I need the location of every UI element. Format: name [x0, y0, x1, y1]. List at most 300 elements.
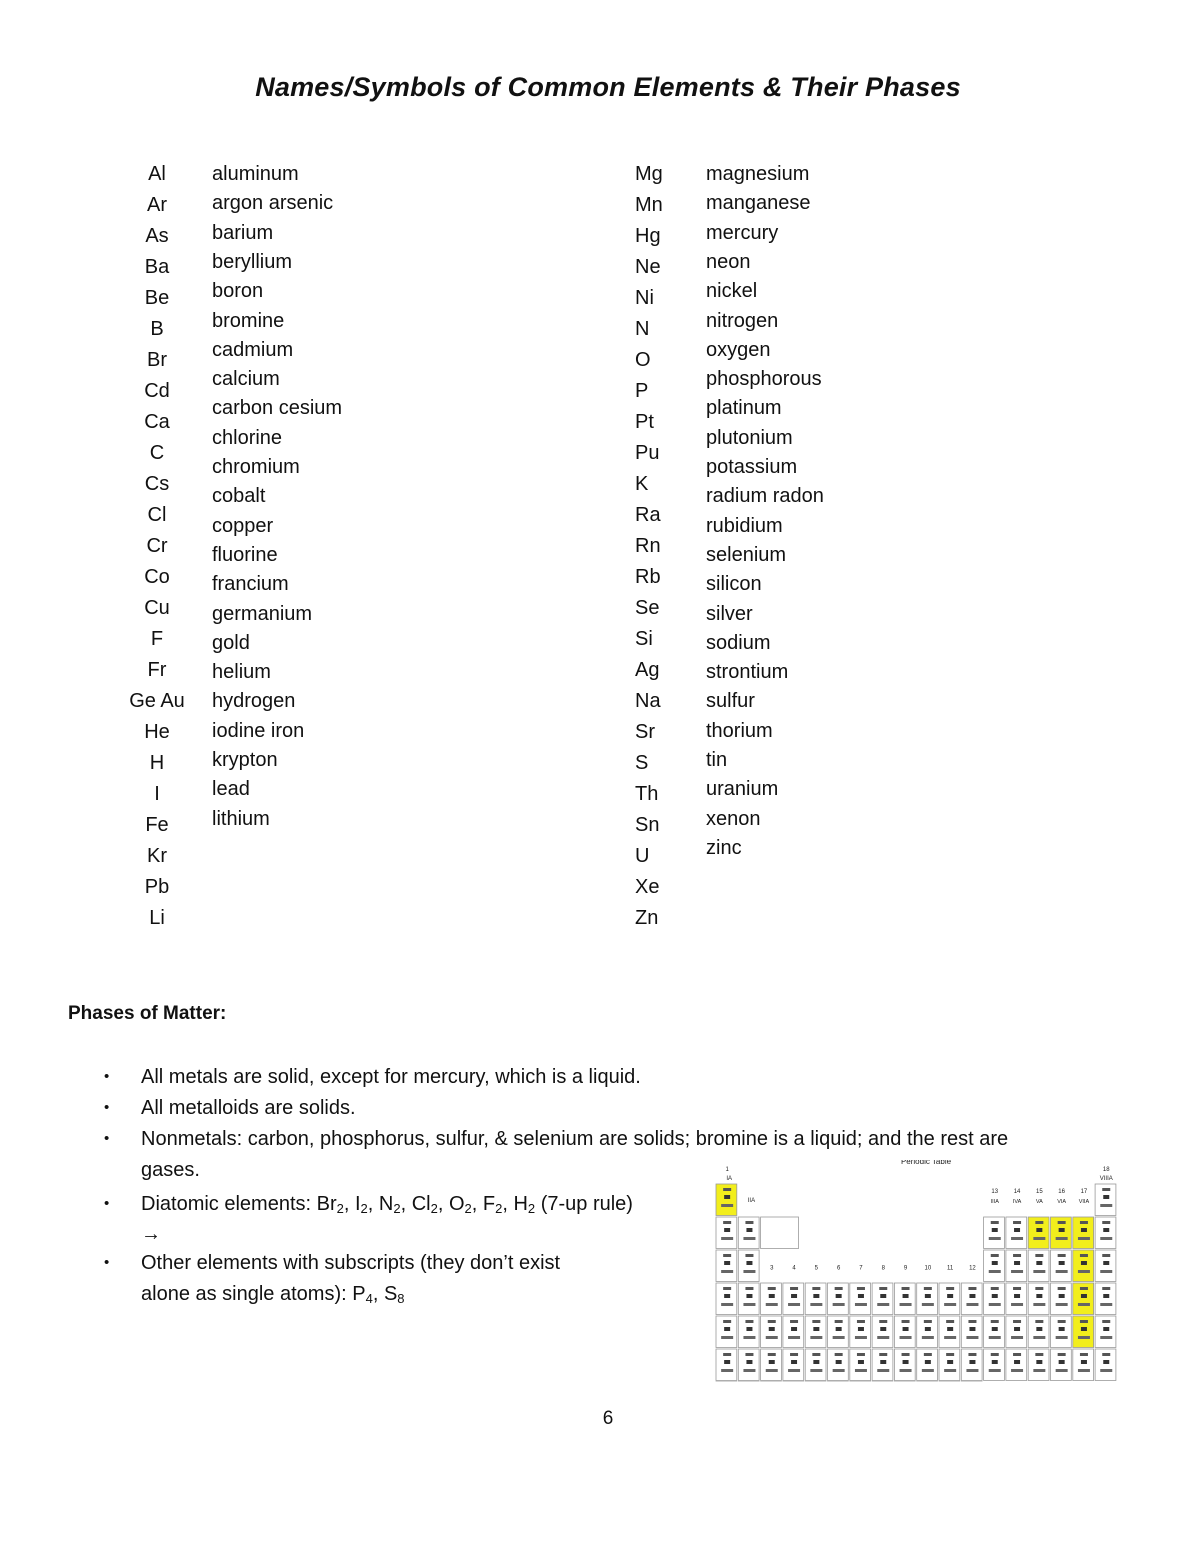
cell-number-mark [991, 1287, 999, 1290]
cell-number-mark [1058, 1353, 1066, 1356]
cell-number-mark [902, 1353, 910, 1356]
element-name: fluorine [212, 543, 278, 566]
element-symbol: Fr [147, 659, 167, 681]
cell-symbol-mark [1103, 1195, 1109, 1199]
cell-symbol-mark [724, 1195, 730, 1199]
cell-number-mark [991, 1254, 999, 1257]
element-name: argon arsenic [212, 192, 334, 215]
cell-symbol-mark [724, 1294, 730, 1298]
group-label: IA [726, 1176, 732, 1182]
cell-mass-mark [788, 1303, 800, 1306]
chemical-formula: $N_2$ [378, 1193, 401, 1216]
cell-symbol-mark [769, 1294, 775, 1298]
chemical-formula: $P_4$ [352, 1283, 373, 1306]
element-symbol: C [149, 442, 165, 464]
cell-number-mark [1102, 1320, 1110, 1323]
cell-mass-mark [743, 1303, 755, 1306]
element-name: oxygen [706, 338, 771, 361]
cell-symbol-mark [947, 1360, 953, 1364]
page-number: 6 [602, 1408, 614, 1429]
cell-mass-mark [810, 1336, 822, 1339]
element-symbol: B [150, 318, 164, 340]
cell-mass-mark [877, 1303, 889, 1306]
cell-symbol-mark [1036, 1261, 1042, 1265]
cell-symbol-mark [724, 1327, 730, 1331]
cell-number-mark [968, 1287, 976, 1290]
cell-mass-mark [1100, 1204, 1112, 1207]
element-symbol: Xe [635, 876, 660, 898]
cell-number-mark [790, 1353, 798, 1356]
cell-symbol-mark [1081, 1327, 1087, 1331]
element-name: sodium [706, 631, 771, 654]
chemical-formula: $H_2$ [513, 1193, 536, 1216]
cell-symbol-mark [858, 1360, 864, 1364]
periodic-table-graphic [712, 1160, 1140, 1382]
element-symbol: Ca [144, 411, 170, 433]
element-symbol: Pu [635, 442, 660, 464]
cell-mass-mark [1056, 1237, 1068, 1240]
element-name: strontium [706, 661, 789, 684]
cell-mass-mark [1078, 1336, 1090, 1339]
element-name: beryllium [212, 250, 293, 273]
element-symbol: Fe [145, 814, 169, 836]
element-symbol: Br [147, 349, 167, 371]
cell-mass-mark [721, 1336, 733, 1339]
element-symbol: O [635, 349, 651, 371]
cell-symbol-mark [858, 1327, 864, 1331]
element-symbol: Cs [144, 473, 170, 495]
cell-number-mark [723, 1287, 731, 1290]
cell-number-mark [812, 1353, 820, 1356]
element-name: lead [212, 778, 250, 801]
element-symbol: As [145, 225, 169, 247]
element-symbol: Kr [147, 845, 167, 867]
cell-mass-mark [766, 1336, 778, 1339]
element-symbol: F [150, 628, 164, 650]
bullet-other-subscripts-continued [141, 1279, 405, 1309]
cell-symbol-mark [969, 1360, 975, 1364]
element-name: krypton [212, 749, 278, 771]
cell-number-mark [1080, 1353, 1088, 1356]
cell-symbol-mark [813, 1327, 819, 1331]
cell-symbol-mark [746, 1228, 752, 1232]
element-name: magnesium [706, 163, 810, 185]
periodic-table-figure [712, 1160, 1140, 1382]
cell-mass-mark [1078, 1270, 1090, 1273]
group-label: 13 [991, 1189, 999, 1195]
element-symbol: S [635, 752, 649, 774]
cell-symbol-mark [858, 1294, 864, 1298]
cell-symbol-mark [992, 1228, 998, 1232]
cell-mass-mark [989, 1270, 1001, 1273]
element-name: iodine iron [212, 719, 305, 742]
cell-mass-mark [944, 1303, 956, 1306]
element-symbol: N [635, 318, 650, 340]
bullet-marker: • [104, 1068, 110, 1085]
cell-number-mark [991, 1221, 999, 1224]
cell-mass-mark [1033, 1237, 1045, 1240]
cell-number-mark [1080, 1221, 1088, 1224]
element-name: sulfur [706, 690, 755, 713]
cell-number-mark [1035, 1254, 1043, 1257]
element-symbol: I [154, 783, 160, 805]
cell-number-mark [723, 1254, 731, 1257]
cell-number-mark [1080, 1320, 1088, 1323]
group-label: IIA [747, 1198, 756, 1204]
cell-mass-mark [833, 1303, 845, 1306]
cell-mass-mark [922, 1336, 934, 1339]
cell-mass-mark [1011, 1303, 1023, 1306]
cell-mass-mark [721, 1369, 733, 1372]
element-name: chlorine [212, 426, 283, 449]
cell-number-mark [745, 1254, 753, 1257]
element-symbol: H [149, 752, 165, 774]
page-title: Names/Symbols of Common Elements & Their Phases [255, 72, 961, 102]
chemical-formula: $I_2$ [354, 1193, 368, 1216]
cell-mass-mark [1011, 1270, 1023, 1273]
cell-number-mark [745, 1287, 753, 1290]
cell-number-mark [968, 1320, 976, 1323]
cell-symbol-mark [880, 1294, 886, 1298]
cell-symbol-mark [903, 1327, 909, 1331]
bullet-marker: • [104, 1195, 110, 1212]
cell-symbol-mark [724, 1360, 730, 1364]
group-label: 9 [903, 1265, 908, 1272]
group-label: VIIIA [1099, 1176, 1113, 1182]
element-symbol: Ba [144, 256, 170, 278]
cell-mass-mark [766, 1303, 778, 1306]
element-symbol: K [635, 473, 649, 495]
element-name: germanium [212, 602, 313, 625]
element-name: zinc [706, 836, 742, 859]
cell-mass-mark [877, 1336, 889, 1339]
element-symbol: Al [148, 163, 166, 185]
cell-symbol-mark [813, 1360, 819, 1364]
cell-symbol-mark [746, 1261, 752, 1265]
element-symbol: Ni [635, 287, 654, 309]
group-label: 8 [881, 1265, 885, 1272]
cell-number-mark [745, 1353, 753, 1356]
group-label: 6 [836, 1265, 841, 1272]
cell-symbol-mark [813, 1294, 819, 1298]
polyatomic-label: alone as single atoms): [141, 1283, 353, 1305]
group-label: 5 [814, 1265, 819, 1272]
cell-mass-mark [855, 1303, 867, 1306]
cell-symbol-mark [947, 1327, 953, 1331]
element-name: copper [212, 514, 274, 537]
element-symbol: Sn [635, 814, 660, 836]
bullet-marker: • [104, 1254, 110, 1271]
element-symbol: Mn [635, 194, 663, 216]
cell-mass-mark [966, 1336, 978, 1339]
cell-number-mark [1058, 1287, 1066, 1290]
cell-mass-mark [788, 1336, 800, 1339]
cell-number-mark [723, 1188, 731, 1191]
element-name: rubidium [706, 514, 783, 537]
periodic-table-caption: Periodic Table [900, 1160, 952, 1166]
legend-box [761, 1217, 799, 1249]
cell-number-mark [946, 1320, 954, 1323]
cell-number-mark [902, 1320, 910, 1323]
cell-number-mark [1035, 1287, 1043, 1290]
cell-mass-mark [900, 1369, 912, 1372]
element-name: helium [212, 661, 271, 684]
group-label: 1 [725, 1167, 729, 1173]
group-label: IIIA [990, 1199, 999, 1205]
cell-number-mark [946, 1287, 954, 1290]
element-symbol: Pb [144, 876, 170, 898]
cell-mass-mark [1100, 1237, 1112, 1240]
element-name: bromine [212, 309, 285, 332]
element-name: nitrogen [706, 309, 779, 332]
cell-symbol-mark [1103, 1327, 1109, 1331]
group-label: 10 [924, 1265, 932, 1272]
element-symbol: Zn [635, 907, 659, 929]
cell-symbol-mark [791, 1294, 797, 1298]
cell-symbol-mark [1103, 1294, 1109, 1298]
cell-number-mark [1080, 1254, 1088, 1257]
cell-symbol-mark [925, 1294, 931, 1298]
cell-symbol-mark [992, 1261, 998, 1265]
cell-mass-mark [900, 1336, 912, 1339]
cell-mass-mark [1033, 1369, 1045, 1372]
cell-mass-mark [922, 1369, 934, 1372]
element-symbol: Mg [635, 163, 663, 185]
cell-symbol-mark [992, 1327, 998, 1331]
cell-number-mark [924, 1320, 932, 1323]
cell-symbol-mark [903, 1360, 909, 1364]
group-label: IVA [1012, 1199, 1022, 1205]
cell-symbol-mark [1081, 1261, 1087, 1265]
element-name: silver [706, 602, 753, 625]
cell-number-mark [1013, 1353, 1021, 1356]
element-name: nickel [706, 280, 758, 303]
element-name: carbon cesium [212, 397, 343, 420]
cell-mass-mark [810, 1303, 822, 1306]
cell-symbol-mark [746, 1327, 752, 1331]
cell-number-mark [879, 1320, 887, 1323]
element-symbol: Cl [147, 504, 167, 526]
group-label: 3 [770, 1265, 774, 1272]
element-name: boron [212, 280, 264, 303]
cell-symbol-mark [1059, 1360, 1065, 1364]
element-symbol: Cr [146, 535, 168, 557]
cell-number-mark [1013, 1221, 1021, 1224]
cell-mass-mark [721, 1204, 733, 1207]
cell-number-mark [1080, 1287, 1088, 1290]
cell-mass-mark [1078, 1303, 1090, 1306]
cell-symbol-mark [1036, 1228, 1042, 1232]
cell-symbol-mark [947, 1294, 953, 1298]
cell-number-mark [723, 1320, 731, 1323]
cell-mass-mark [1011, 1369, 1023, 1372]
cell-symbol-mark [880, 1360, 886, 1364]
element-name: barium [212, 221, 274, 244]
element-symbol: Ar [147, 194, 167, 216]
cell-symbol-mark [1036, 1360, 1042, 1364]
cell-number-mark [879, 1353, 887, 1356]
element-name: xenon [706, 807, 761, 830]
group-label: 15 [1036, 1189, 1043, 1195]
cell-mass-mark [1033, 1303, 1045, 1306]
cell-number-mark [745, 1320, 753, 1323]
bullet-metals: All metals are solid, except for mercury, which is a liquid. [141, 1066, 641, 1088]
chemical-formula: $Br_2$ [316, 1193, 344, 1216]
cell-symbol-mark [1014, 1327, 1020, 1331]
element-symbol: Ne [635, 256, 661, 278]
cell-mass-mark [989, 1336, 1001, 1339]
cell-number-mark [1102, 1221, 1110, 1224]
cell-mass-mark [966, 1303, 978, 1306]
cell-symbol-mark [1081, 1228, 1087, 1232]
element-name: aluminum [212, 163, 299, 185]
cell-mass-mark [1078, 1369, 1090, 1372]
cell-symbol-mark [1059, 1327, 1065, 1331]
cell-symbol-mark [1081, 1360, 1087, 1364]
element-symbol: Na [635, 690, 661, 712]
group-label: 14 [1013, 1189, 1021, 1195]
element-symbol: Li [149, 907, 165, 929]
cell-mass-mark [743, 1270, 755, 1273]
cell-mass-mark [922, 1303, 934, 1306]
cell-number-mark [1013, 1287, 1021, 1290]
cell-number-mark [835, 1353, 843, 1356]
element-symbol: Th [635, 783, 659, 805]
cell-number-mark [857, 1353, 865, 1356]
cell-number-mark [835, 1320, 843, 1323]
cell-number-mark [1013, 1254, 1021, 1257]
cell-number-mark [991, 1320, 999, 1323]
cell-number-mark [946, 1353, 954, 1356]
cell-symbol-mark [746, 1360, 752, 1364]
element-name: platinum [706, 397, 782, 420]
cell-number-mark [812, 1320, 820, 1323]
chemical-formula: $S_8$ [383, 1283, 405, 1306]
element-name: cadmium [212, 338, 294, 361]
cell-mass-mark [966, 1369, 978, 1372]
group-label: VIA [1057, 1199, 1067, 1205]
cell-number-mark [768, 1320, 776, 1323]
cell-mass-mark [1056, 1369, 1068, 1372]
cell-number-mark [902, 1287, 910, 1290]
element-name: chromium [212, 456, 300, 478]
element-symbol: Ag [635, 659, 660, 681]
cell-symbol-mark [724, 1261, 730, 1265]
chemical-formula: $O_2$ [448, 1193, 472, 1216]
cell-mass-mark [944, 1336, 956, 1339]
diatomic-formula-list: $Br_2$, $I_2$, $N_2$, $Cl_2$, $O_2$, $F_2$, $H_2$ [316, 1193, 536, 1216]
cell-number-mark [1013, 1320, 1021, 1323]
bullet-nonmetals-continued: gases. [141, 1159, 200, 1181]
cell-mass-mark [721, 1303, 733, 1306]
diatomic-label: Diatomic elements: [141, 1193, 317, 1215]
group-label: 17 [1080, 1189, 1088, 1195]
element-name: phosphorous [706, 368, 822, 391]
cell-symbol-mark [1103, 1360, 1109, 1364]
cell-mass-mark [989, 1303, 1001, 1306]
cell-mass-mark [788, 1369, 800, 1372]
cell-mass-mark [833, 1369, 845, 1372]
group-label: 4 [792, 1265, 796, 1272]
cell-symbol-mark [746, 1294, 752, 1298]
cell-number-mark [1058, 1221, 1066, 1224]
cell-symbol-mark [724, 1228, 730, 1232]
cell-mass-mark [1100, 1270, 1112, 1273]
cell-number-mark [857, 1287, 865, 1290]
cell-mass-mark [1056, 1270, 1068, 1273]
element-symbol: Sr [635, 721, 655, 743]
element-symbol: Hg [635, 225, 661, 247]
cell-symbol-mark [969, 1327, 975, 1331]
element-symbol: Ra [635, 504, 661, 526]
element-name: mercury [706, 221, 779, 244]
cell-number-mark [1102, 1287, 1110, 1290]
chemical-formula: $F_2$ [482, 1193, 503, 1216]
element-name: francium [212, 573, 289, 596]
element-symbol: Co [144, 566, 170, 588]
group-label: 7 [859, 1265, 863, 1272]
bullet-diatomic [141, 1189, 633, 1219]
cell-symbol-mark [769, 1327, 775, 1331]
cell-symbol-mark [791, 1360, 797, 1364]
cell-symbol-mark [791, 1327, 797, 1331]
cell-mass-mark [721, 1237, 733, 1240]
element-name: potassium [706, 456, 798, 478]
cell-mass-mark [1100, 1336, 1112, 1339]
cell-mass-mark [1033, 1270, 1045, 1273]
cell-mass-mark [1100, 1369, 1112, 1372]
bullet-other-subscripts: Other elements with subscripts (they don’t exist [141, 1252, 561, 1274]
cell-number-mark [1058, 1320, 1066, 1323]
element-symbol: U [635, 845, 650, 867]
cell-symbol-mark [1014, 1261, 1020, 1265]
cell-mass-mark [855, 1336, 867, 1339]
diatomic-arrow: → [141, 1223, 161, 1245]
cell-mass-mark [1056, 1303, 1068, 1306]
bullet-nonmetals: Nonmetals: carbon, phosphorus, sulfur, & selenium are solids; bromine is a liquid; and the rest are [141, 1128, 1009, 1150]
cell-number-mark [857, 1320, 865, 1323]
cell-symbol-mark [925, 1327, 931, 1331]
element-name: uranium [706, 778, 779, 801]
cell-symbol-mark [1059, 1294, 1065, 1298]
cell-number-mark [1035, 1221, 1043, 1224]
cell-number-mark [1035, 1353, 1043, 1356]
cell-symbol-mark [1014, 1360, 1020, 1364]
group-label: VA [1035, 1199, 1043, 1205]
cell-number-mark [723, 1353, 731, 1356]
element-name: calcium [212, 368, 280, 391]
cell-mass-mark [1011, 1336, 1023, 1339]
element-name: gold [212, 631, 250, 654]
element-name: neon [706, 250, 751, 273]
cell-number-mark [812, 1287, 820, 1290]
cell-number-mark [924, 1287, 932, 1290]
cell-symbol-mark [1014, 1228, 1020, 1232]
cell-mass-mark [1033, 1336, 1045, 1339]
cell-symbol-mark [1014, 1294, 1020, 1298]
diatomic-rule: (7-up rule) [535, 1193, 633, 1215]
cell-mass-mark [1078, 1237, 1090, 1240]
element-symbol: Se [635, 597, 660, 619]
element-symbol: Cd [144, 380, 170, 402]
cell-number-mark [1102, 1188, 1110, 1191]
bullet-metalloids: All metalloids are solids. [141, 1097, 356, 1119]
group-label: VIIA [1078, 1199, 1090, 1205]
element-name: plutonium [706, 426, 793, 449]
cell-number-mark [879, 1287, 887, 1290]
element-name: tin [706, 749, 728, 771]
element-symbol: Si [635, 628, 653, 650]
